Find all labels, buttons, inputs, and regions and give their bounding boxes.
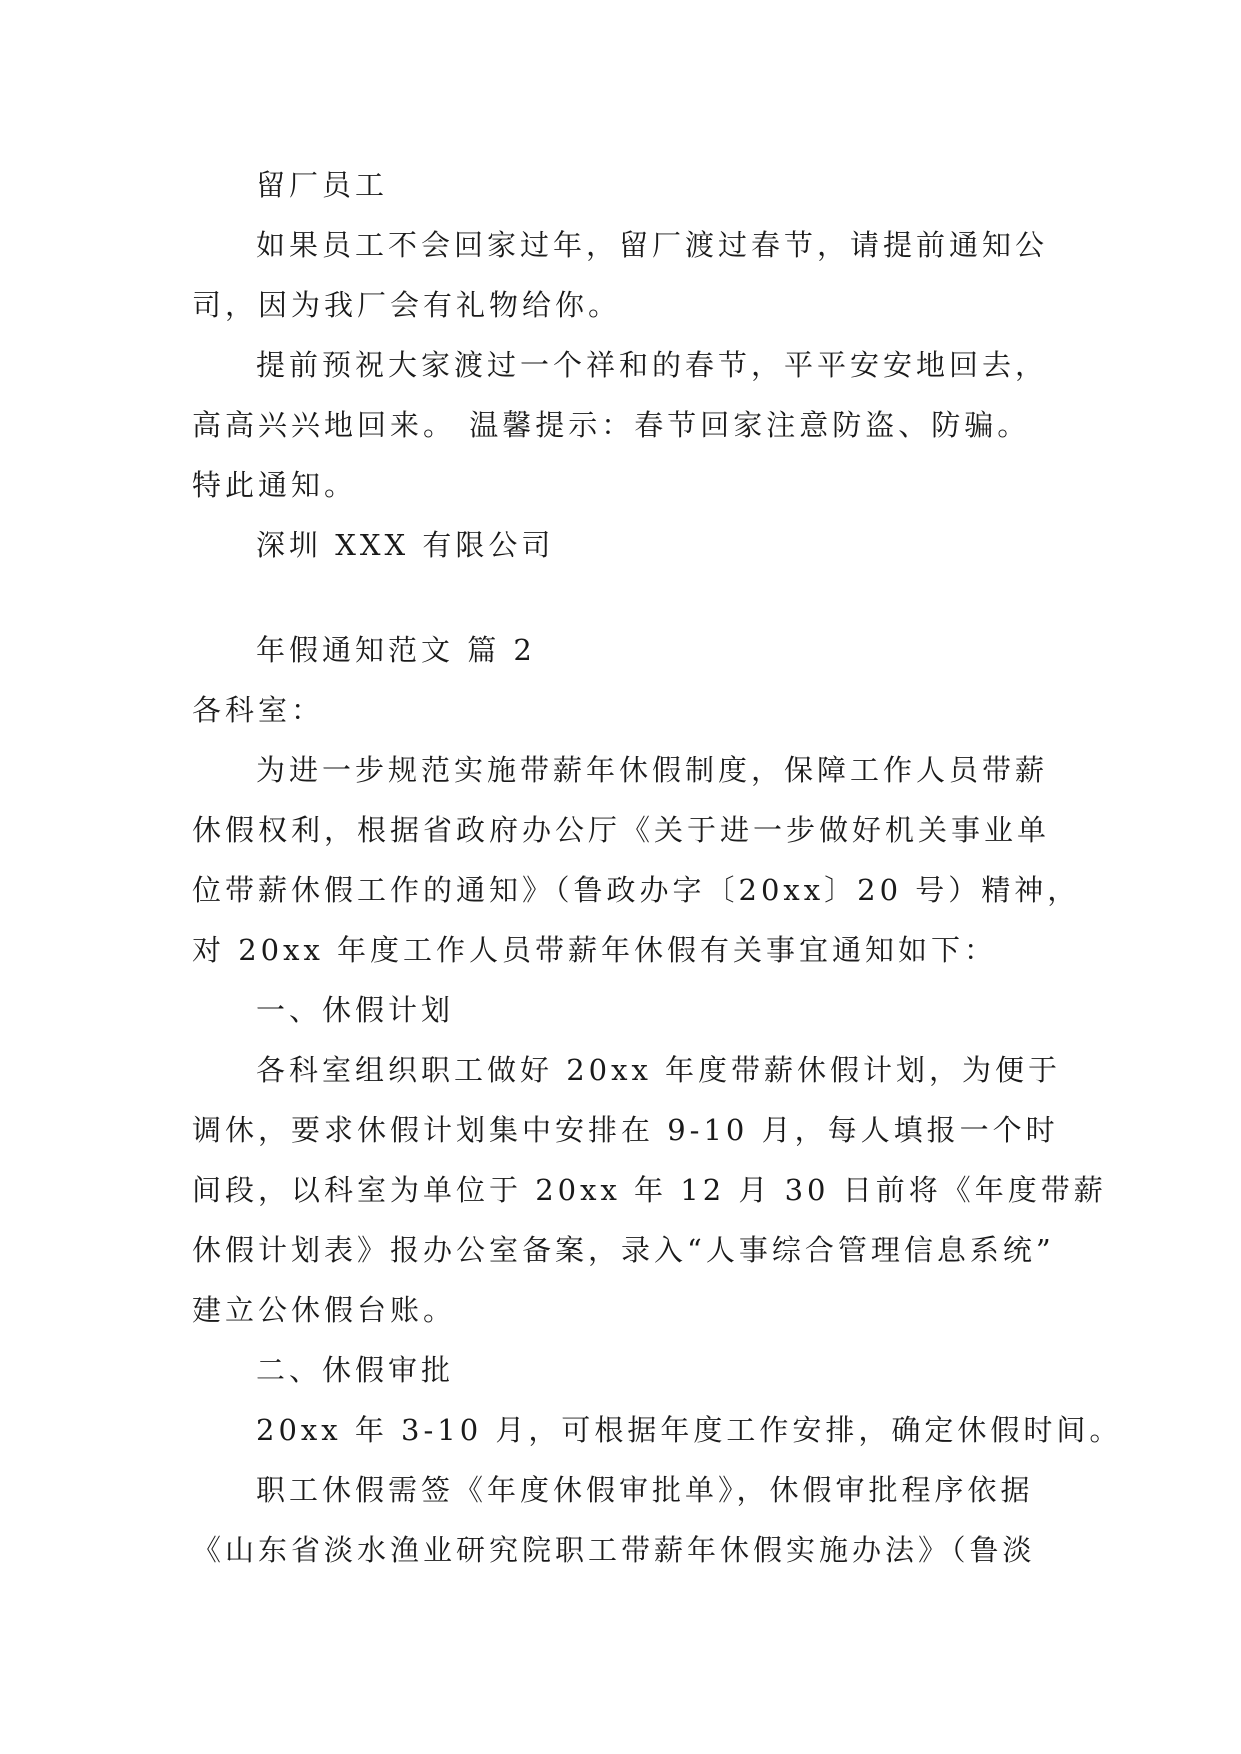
paragraph-line: 如果员工不会回家过年，留厂渡过春节，请提前通知公 — [256, 228, 1049, 262]
paragraph-line: 间段，以科室为单位于 20xx 年 12 月 30 日前将《年度带薪 — [192, 1173, 1107, 1207]
paragraph-line: 《山东省淡水渔业研究院职工带薪年休假实施办法》（鲁淡 — [192, 1533, 1036, 1567]
paragraph-line: 司，因为我厂会有礼物给你。 — [192, 288, 622, 322]
paragraph-line: 特此通知。 — [192, 468, 358, 502]
paragraph-line: 高高兴兴地回来。 温馨提示：春节回家注意防盗、防骗。 — [192, 408, 1031, 442]
section-heading: 一、休假计划 — [256, 993, 455, 1027]
signature-line: 深圳 XXX 有限公司 — [256, 528, 555, 562]
paragraph-line: 位带薪休假工作的通知》（鲁政办字〔20xx〕20 号）精神， — [192, 873, 1081, 907]
paragraph-line: 职工休假需签《年度休假审批单》，休假审批程序依据 — [256, 1473, 1034, 1507]
paragraph-line: 各科室组织职工做好 20xx 年度带薪休假计划，为便于 — [256, 1053, 1062, 1087]
salutation: 各科室： — [192, 693, 325, 727]
paragraph-line: 提前预祝大家渡过一个祥和的春节，平平安安地回去， — [256, 348, 1049, 382]
paragraph-line: 20xx 年 3-10 月，可根据年度工作安排，确定休假时间。 — [256, 1413, 1123, 1447]
paragraph-line: 休假计划表》报办公室备案，录入“人事综合管理信息系统” — [192, 1233, 1055, 1267]
paragraph-line: 建立公休假台账。 — [192, 1293, 457, 1327]
paragraph-line: 调休，要求休假计划集中安排在 9-10 月，每人填报一个时 — [192, 1113, 1059, 1147]
article-title: 年假通知范文 篇 2 — [256, 633, 536, 667]
paragraph-line: 对 20xx 年度工作人员带薪年休假有关事宜通知如下： — [192, 933, 998, 967]
paragraph-line: 休假权利，根据省政府办公厅《关于进一步做好机关事业单 — [192, 813, 1051, 847]
section-heading: 留厂员工 — [256, 168, 389, 202]
paragraph-line: 为进一步规范实施带薪年休假制度，保障工作人员带薪 — [256, 753, 1049, 787]
section-heading: 二、休假审批 — [256, 1353, 455, 1387]
